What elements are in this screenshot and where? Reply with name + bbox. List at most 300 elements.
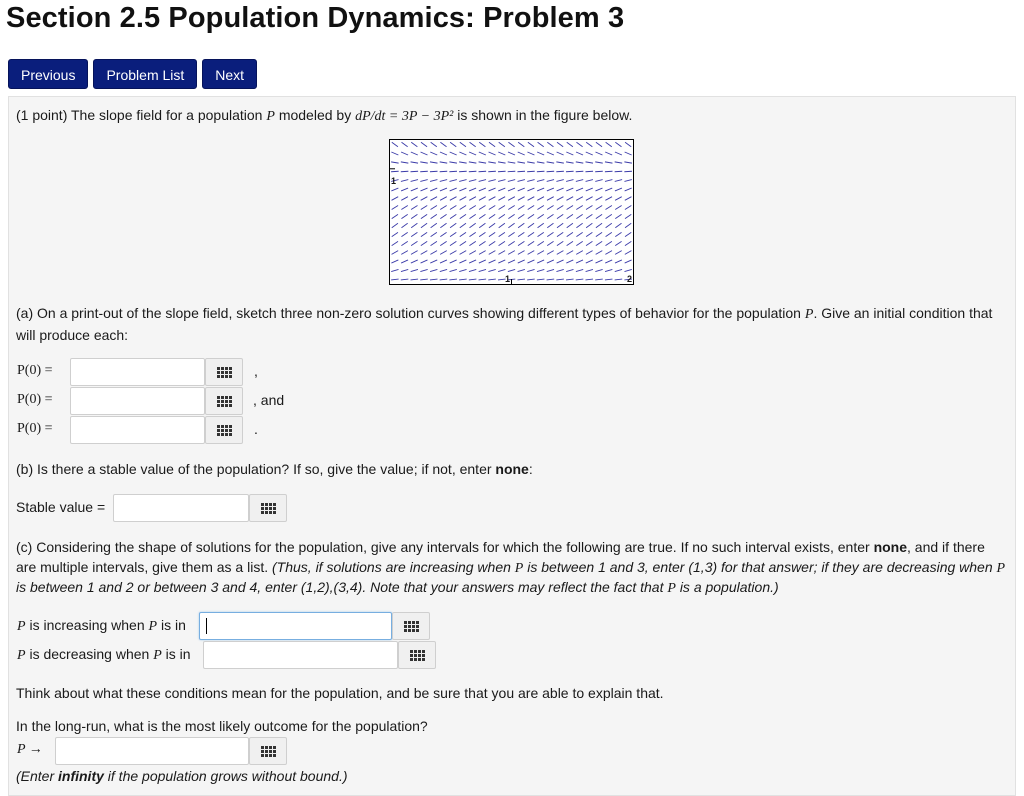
slope-segment [557,232,563,236]
slope-segment [586,260,593,263]
p0-input-2[interactable] [70,387,205,415]
part-a-var: P [804,307,814,322]
slope-segment [528,223,534,227]
slope-segment [624,171,632,172]
intro-tail: is shown in the figure below. [457,107,633,123]
slope-segment [567,214,573,218]
slope-segment [615,205,621,209]
think-text: Think about what these conditions mean for the population, and be sure that you are able to explain that. [16,685,664,701]
slope-segment [449,162,457,163]
slope-segment [615,197,622,201]
slope-segment [430,197,437,201]
slope-segment [566,188,573,191]
slope-segment [625,188,632,191]
slope-segment [586,152,593,155]
slope-segment [401,180,408,182]
slope-segment [528,251,535,255]
slope-segment [586,223,592,227]
slope-segment [431,232,437,236]
equation-editor-button-4[interactable] [249,494,287,522]
slope-segment [402,142,408,146]
slope-segment [469,251,476,255]
equation-editor-button-1[interactable] [205,358,243,386]
grid-icon [217,425,232,436]
slope-segment [605,197,612,201]
slope-segment [595,279,603,280]
slope-segment [595,171,603,172]
slope-segment [576,223,582,227]
slope-segment [605,269,612,271]
slope-segment [518,232,524,236]
stable-value-input[interactable] [113,494,249,522]
slope-segment [537,269,544,271]
slope-segment [547,279,555,280]
slope-segment [401,241,407,245]
slope-segment [479,251,486,255]
slope-segment [547,142,553,146]
slope-segment [430,180,437,182]
slope-segment [401,251,408,255]
slope-segment [489,214,495,218]
slope-segment [498,197,505,201]
slope-segment [557,223,563,227]
part-c-line2 [16,557,1005,579]
slope-segment [459,171,467,172]
slope-segment [527,269,534,271]
part-c-var-3: P [667,581,676,596]
slope-segment [595,162,603,163]
slope-segment [411,232,417,236]
slope-segment [401,260,408,263]
slope-segment [440,205,446,209]
slope-segment [517,171,525,172]
slope-segment [508,171,516,172]
slope-segment [440,279,448,280]
slope-segment [489,152,496,155]
slope-segment [615,152,622,155]
slope-segment [421,223,427,227]
slope-segment [556,279,564,280]
slope-segment [450,205,456,209]
slope-segment [566,269,573,271]
slope-segment [421,188,428,191]
slope-segment [556,269,563,271]
slope-segment [518,152,525,155]
slope-segment [391,279,399,280]
slope-segment [460,241,466,245]
slope-segment [498,269,505,271]
slope-segment [576,180,583,182]
slope-segment [401,162,409,163]
slope-segment [440,214,446,218]
slope-segment [450,188,457,191]
increasing-input[interactable] [199,612,392,640]
slope-segment [606,223,612,227]
slope-segment [401,188,408,191]
slope-segment [625,223,631,227]
slope-segment [401,205,407,209]
slope-segment [567,241,573,245]
slope-segment [479,142,485,146]
slope-segment [450,260,457,263]
slope-segment [567,205,573,209]
slope-segment [469,162,477,163]
slope-segment [440,180,447,182]
grid-icon [217,367,232,378]
slope-segment [576,260,583,263]
slope-segment [538,214,544,218]
slope-segment [518,260,525,263]
slope-segment [411,205,417,209]
slope-segment [508,223,514,227]
slope-segment [606,232,612,236]
part-a-main: (a) On a print-out of the slope field, sketch three non-zero solution curves showing different types of behavior for the population [16,305,801,321]
dec-var: P [17,648,26,663]
slope-segment [567,142,573,146]
slope-segment [421,205,427,209]
slope-segment [528,197,535,201]
slope-segment [556,180,563,182]
slope-segment [518,188,525,191]
dec-is-in: is in [165,646,191,662]
slope-segment [479,223,485,227]
slope-segment [595,188,602,191]
slope-segment [450,214,456,218]
part-b-text [16,459,533,479]
slope-segment [566,180,573,182]
slope-segment [508,180,515,182]
slope-segment [547,232,553,236]
slope-segment [411,162,419,163]
slope-segment [586,241,592,245]
slope-segment [401,269,408,271]
slope-segment [411,279,419,280]
sep-period: . [254,421,258,437]
slope-segment [557,142,563,146]
slope-segment [460,214,466,218]
slope-segment [411,142,417,146]
slope-segment [557,214,563,218]
slope-segment [595,180,602,182]
slope-segment [489,205,495,209]
slope-segment [411,171,419,172]
slope-segment [537,251,544,255]
p0-input-1[interactable] [70,358,205,386]
slope-segment [566,152,573,155]
slope-segment [449,279,457,280]
slope-segment [566,197,573,201]
slope-segment [615,162,623,163]
equation-editor-button-5[interactable] [392,612,430,640]
text-caret [206,618,207,634]
slope-segment [518,269,525,271]
problem-panel [8,96,1016,796]
slope-segment [479,205,485,209]
slope-segment [489,142,495,146]
slope-segment [479,197,486,201]
slope-segment [479,188,486,191]
slope-segment [566,171,574,172]
slope-segment [450,241,456,245]
slope-segment [537,162,545,163]
slope-segment [401,223,407,227]
equation-editor-button-2[interactable] [205,387,243,415]
next-button[interactable]: Next [202,59,257,89]
problem-list-button[interactable]: Problem List [93,59,197,89]
slope-segment [499,142,505,146]
slope-segment [596,197,603,201]
slope-segment [537,152,544,155]
inc-text: is increasing when [29,617,145,633]
slope-segment [401,279,409,280]
slope-segment [431,223,437,227]
slope-segment [596,205,602,209]
slope-segment [576,279,584,280]
slope-segment [498,188,505,191]
slope-segment [615,251,622,255]
slope-segment [615,260,622,263]
slope-segment [508,269,515,271]
previous-button[interactable]: Previous [8,59,88,89]
inc-var: P [17,619,26,634]
slope-segment [431,142,437,146]
slope-segment [547,214,553,218]
slope-segment [488,162,496,163]
slope-segment [421,232,427,236]
slope-segment [576,188,583,191]
slope-segment [576,152,583,155]
problem-nav [8,59,257,89]
equation-editor-button-7[interactable] [249,737,287,765]
slope-segment [576,171,584,172]
slope-segment [518,223,524,227]
slope-segment [508,142,514,146]
slope-segment [605,162,613,163]
slope-segment [605,279,613,280]
slope-segment [557,188,564,191]
slope-segment [596,214,602,218]
slope-segment [420,162,428,163]
p0-label-3: P(0) = [17,421,53,436]
slope-segment [605,260,612,263]
slope-segment [624,162,632,163]
slope-segment [411,251,418,255]
slope-segment [469,188,476,191]
slope-segment [605,205,611,209]
slope-segment [459,162,467,163]
slope-segment [450,251,457,255]
slope-segment [625,251,632,255]
slope-segment [547,152,554,155]
part-c-2a: are multiple intervals, give them as a list. [16,559,269,575]
slope-segment [421,214,427,218]
slope-segment [411,269,418,271]
slope-segment [498,251,505,255]
slope-segment [411,241,417,245]
slope-segment [401,171,409,172]
slope-segment [391,162,399,163]
slope-segment [450,223,456,227]
slope-segment [596,232,602,236]
slope-segment [615,232,621,236]
slope-segment [615,241,621,245]
slope-segment [450,142,456,146]
slope-segment [430,162,438,163]
slope-segment [430,260,437,263]
slope-segment [459,152,466,155]
slope-segment [440,223,446,227]
slope-segment [479,279,487,280]
slope-segment [615,142,621,146]
slope-segment [576,232,582,236]
slope-segment [625,142,631,146]
slope-segment [508,197,515,201]
slope-segment [391,269,398,271]
slope-segment [450,152,457,155]
slope-segment [459,188,466,191]
x-tick-label-1: 1 [505,274,511,284]
slope-segment [596,260,603,263]
decreasing-input[interactable] [203,641,398,669]
slope-segment [430,171,438,172]
slope-segment [450,269,457,271]
slope-segment [567,223,573,227]
slope-segment [576,162,584,163]
slope-segment [440,162,448,163]
slope-segment [537,241,543,245]
limit-input[interactable] [55,737,249,765]
part-c-3b: is a population.) [679,579,779,595]
slope-segment [391,188,398,191]
slope-segment [489,188,496,191]
slope-segment [479,152,486,155]
slope-segment [430,188,437,191]
slope-segment [566,260,573,263]
slope-segment [556,171,564,172]
part-c-var-2: P [996,561,1006,576]
slope-segment [508,205,514,209]
slope-segment [450,232,456,236]
slope-segment [528,232,534,236]
equation-editor-button-6[interactable] [398,641,436,669]
slope-segment [411,152,418,155]
intro-text [16,105,632,127]
slope-segment [586,214,592,218]
slope-segment [479,232,485,236]
slope-segment [508,188,515,191]
slope-segment [431,214,437,218]
slope-segment [431,205,437,209]
limit-label: P → [17,742,43,757]
intro-points: (1 point) The slope field for a population [16,107,263,123]
slope-segment [567,232,573,236]
inc-is-in: is in [160,617,186,633]
slope-segment [420,180,427,182]
slope-segment [537,260,544,263]
slope-segment [499,205,505,209]
y-tick-label: 1 [391,176,397,186]
slope-segment [392,214,398,218]
p0-input-3[interactable] [70,416,205,444]
slope-segment [605,152,612,155]
slope-segment [431,241,437,245]
slope-segment [518,180,525,182]
slope-segment [459,260,466,263]
slope-segment [421,142,427,146]
slope-segment [421,241,427,245]
slope-segment [596,142,602,146]
slope-segment [489,260,496,263]
slope-segment [460,197,467,201]
part-c-2c: is between 1 and 3, enter (1,3) for that answer; if they are decreasing when [527,559,993,575]
slope-segment [488,269,495,271]
part-b-none: none [495,461,529,477]
slope-segment [460,251,467,255]
slope-segment [391,152,398,155]
slope-segment [518,205,524,209]
slope-field-svg [390,140,633,284]
slope-segment [605,180,612,182]
p0-label-2: P(0) = [17,392,53,407]
slope-segment [547,260,554,263]
slope-segment [527,260,534,263]
slope-segment [460,205,466,209]
slope-segment [595,152,602,155]
slope-segment [498,152,505,155]
part-c-line1 [16,537,1011,557]
slope-segment [460,142,466,146]
slope-segment [430,251,437,255]
intro-modeled: modeled by [278,107,352,123]
dec-var-2: P [153,648,162,663]
slope-segment [625,197,632,201]
slope-segment [527,279,535,280]
grid-icon [261,746,276,757]
slope-segment [625,260,632,263]
slope-segment [499,232,505,236]
part-c-3a: is between 1 and 2 or between 3 and 4, enter (1,2),(3,4). Note that your answers may reflect the fact that [16,579,664,595]
slope-segment [440,269,447,271]
slope-segment [469,241,475,245]
slope-segment [557,260,564,263]
slope-segment [392,142,398,146]
slope-segment [470,223,476,227]
slope-segment [401,214,407,218]
slope-segment [605,251,612,255]
slope-segment [527,188,534,191]
longrun-question: In the long-run, what is the most likely outcome for the population? [16,718,428,734]
slope-segment [547,241,553,245]
slope-segment [440,188,447,191]
slope-segment [469,152,476,155]
equation-editor-button-3[interactable] [205,416,243,444]
slope-segment [469,171,477,172]
slope-segment [401,152,408,155]
slope-segment [392,223,398,227]
slope-segment [391,260,398,263]
slope-segment [615,214,621,218]
hint-text [16,766,348,786]
intro-var: P [266,109,275,124]
slope-segment [479,180,486,182]
slope-segment [489,197,496,201]
page-title: Section 2.5 Population Dynamics: Problem 3 [6,2,625,34]
hint-infinity: infinity [58,768,104,784]
slope-segment [489,232,495,236]
slope-segment [411,197,418,201]
slope-segment [625,232,631,236]
slope-segment [625,214,631,218]
